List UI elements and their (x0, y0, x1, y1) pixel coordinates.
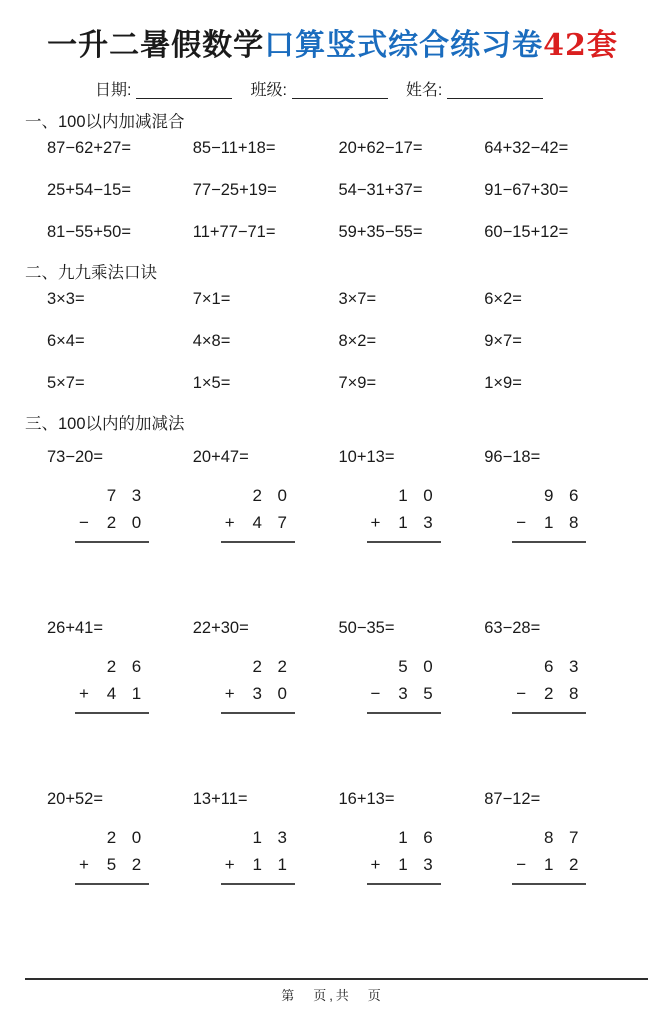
digit: 1 (544, 512, 554, 532)
section2-problems (47, 290, 630, 392)
operator: + (79, 854, 89, 874)
problem: 91−67+30= (484, 181, 569, 199)
operator: − (370, 683, 381, 703)
class-label: 班级: (250, 82, 287, 99)
digit: 2 (277, 656, 287, 676)
digit: 1 (398, 854, 408, 874)
digit: 2 (252, 656, 262, 676)
vertical-problem (75, 653, 149, 714)
digit: 2 (106, 656, 117, 676)
digit: 2 (544, 683, 554, 703)
digit: 9 (544, 485, 554, 505)
problem: 59+35−55= (338, 223, 423, 241)
title-grade-part: 一升二暑假数学 (47, 28, 265, 63)
operator: + (224, 683, 235, 703)
digit: 3 (252, 683, 262, 703)
problem: 26+41= (47, 619, 103, 637)
vertical-problem (221, 482, 295, 543)
problem: 85−11+18= (192, 139, 276, 157)
problem: 81−55+50= (47, 223, 131, 241)
problem: 7×1= (192, 290, 231, 308)
problem: 3×7= (338, 290, 377, 308)
name-blank-line (447, 84, 543, 99)
problem: 73−20= (47, 448, 103, 466)
operator: − (516, 512, 527, 532)
vertical-problem (512, 482, 586, 543)
vertical-problem (221, 653, 295, 714)
digit: 1 (252, 827, 262, 847)
digit: 6 (569, 485, 579, 505)
problem: 20+47= (192, 448, 249, 466)
page-number-text: 第 页,共 页 (281, 988, 384, 1003)
problem: 54−31+37= (338, 181, 423, 199)
problem: 96−18= (484, 448, 541, 466)
operator: − (79, 512, 89, 532)
date-label: 日期: (95, 82, 132, 99)
problem: 63−28= (484, 619, 541, 637)
digit: 1 (131, 683, 142, 703)
digit: 4 (106, 683, 117, 703)
section3-group1-vertical (47, 482, 630, 543)
digit: 3 (423, 854, 433, 874)
problem: 64+32−42= (484, 139, 569, 157)
digit: 3 (398, 683, 408, 703)
problem: 1×5= (192, 374, 231, 392)
digit: 2 (252, 485, 262, 505)
digit: 2 (106, 827, 117, 847)
operator: + (79, 683, 89, 703)
operator: + (224, 512, 235, 532)
problem: 9×7= (484, 332, 522, 350)
digit: 0 (423, 485, 433, 505)
digit: 6 (423, 827, 433, 847)
vertical-problem (75, 482, 149, 543)
problem: 22+30= (192, 619, 249, 637)
problem: 20+52= (47, 790, 103, 808)
vertical-problem (367, 824, 441, 885)
section3-group2-expressions (47, 619, 630, 637)
digit: 3 (131, 485, 142, 505)
problem: 25+54−15= (47, 181, 131, 199)
digit: 3 (569, 656, 579, 676)
vertical-problem (75, 824, 149, 885)
digit: 7 (569, 827, 579, 847)
digit: 8 (544, 827, 554, 847)
operator: + (370, 854, 381, 874)
title-count-part: 42套 (543, 28, 618, 63)
problem: 4×8= (192, 332, 231, 350)
problem: 5×7= (47, 374, 85, 392)
problem: 10+13= (338, 448, 395, 466)
problem: 6×4= (47, 332, 85, 350)
name-label: 姓名: (405, 82, 443, 99)
problem: 16+13= (338, 790, 395, 808)
section3-group1-expressions (47, 448, 630, 466)
digit: 0 (131, 827, 142, 847)
answer-space (0, 543, 665, 605)
digit: 1 (398, 512, 408, 532)
digit: 1 (398, 485, 408, 505)
section2-heading: 二、九九乘法口诀 (25, 264, 157, 282)
problem: 8×2= (338, 332, 377, 350)
page-title (0, 0, 665, 64)
answer-space (0, 714, 665, 776)
operator: − (516, 854, 527, 874)
digit: 8 (569, 683, 579, 703)
digit: 2 (569, 854, 579, 874)
problem: 13+11= (192, 790, 248, 808)
digit: 0 (131, 512, 142, 532)
digit: 1 (277, 854, 287, 874)
problem: 6×2= (484, 290, 522, 308)
problem: 87−62+27= (47, 139, 131, 157)
digit: 2 (131, 854, 142, 874)
section3-group3-expressions (47, 790, 630, 808)
digit: 8 (569, 512, 579, 532)
digit: 4 (252, 512, 262, 532)
problem: 87−12= (484, 790, 541, 808)
digit: 5 (423, 683, 433, 703)
problem: 7×9= (338, 374, 377, 392)
section3-group3-vertical (47, 824, 630, 885)
date-blank-line (136, 84, 232, 99)
vertical-problem (512, 653, 586, 714)
section3-heading: 三、100以内的加减法 (25, 415, 185, 433)
operator: + (224, 854, 235, 874)
digit: 0 (423, 656, 433, 676)
problem: 20+62−17= (338, 139, 423, 157)
problem: 3×3= (47, 290, 85, 308)
digit: 1 (252, 854, 262, 874)
digit: 6 (131, 656, 142, 676)
digit: 5 (398, 656, 408, 676)
vertical-problem (221, 824, 295, 885)
digit: 3 (423, 512, 433, 532)
vertical-problem (367, 482, 441, 543)
problem: 50−35= (338, 619, 395, 637)
vertical-problem (512, 824, 586, 885)
problem: 60−15+12= (484, 223, 569, 241)
digit: 6 (544, 656, 554, 676)
section3-group2-vertical (47, 653, 630, 714)
operator: − (516, 683, 527, 703)
footer-divider (25, 978, 648, 980)
class-blank-line (292, 84, 388, 99)
problem: 1×9= (484, 374, 522, 392)
digit: 7 (106, 485, 117, 505)
digit: 2 (106, 512, 117, 532)
section1-heading: 一、100以内加减混合 (25, 113, 185, 131)
digit: 0 (277, 485, 287, 505)
digit: 3 (277, 827, 287, 847)
digit: 1 (544, 854, 554, 874)
problem: 77−25+19= (192, 181, 277, 199)
digit: 5 (106, 854, 117, 874)
digit: 7 (277, 512, 287, 532)
vertical-problem (367, 653, 441, 714)
section1-problems (47, 139, 630, 241)
header-fields (95, 82, 665, 100)
title-subject-part: 口算竖式综合练习卷 (264, 28, 544, 63)
operator: + (370, 512, 381, 532)
digit: 1 (398, 827, 408, 847)
digit: 0 (277, 683, 287, 703)
problem: 11+77−71= (192, 223, 276, 241)
